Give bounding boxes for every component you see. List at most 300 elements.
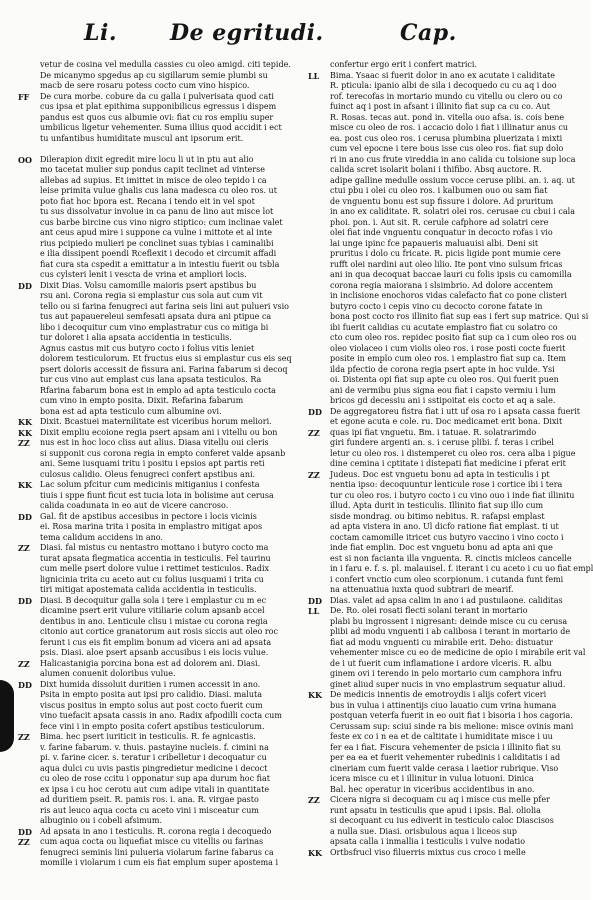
text-line	[18, 806, 273, 817]
text-line	[18, 596, 273, 607]
line-text: plabi bu ingrossent i nigresant: deinde misce cu cu cerusa	[330, 616, 568, 626]
marginal-sigla: DD	[18, 595, 32, 606]
text-line	[308, 638, 563, 649]
line-text: vehementer misce cu eo de medicine de opio i mirabile erit val	[330, 648, 586, 657]
line-text: cum melle psert dolore vulue i rettimet testiculos. Radix	[40, 564, 270, 573]
text-line	[308, 501, 563, 512]
text-line	[308, 92, 563, 103]
text-line	[18, 480, 273, 491]
right-text-column	[308, 60, 593, 880]
marginal-sigla: ZZ	[308, 469, 320, 480]
text-line	[18, 417, 273, 428]
line-text: Bima. hec psert iuriticit in testiculis. R. fe agnicastis.	[40, 732, 256, 741]
marginal-sigla: OO	[18, 154, 32, 165]
marginal-sigla: DD	[18, 280, 32, 291]
line-text: in inclisione enochoros vidas calefacto fiat co pone clisteri	[330, 291, 567, 300]
line-text: fiat ad modu vnguenti cu mirabile erit. Deho: distuatur	[330, 637, 553, 647]
text-line	[18, 291, 273, 302]
line-text: bricos gd decessiu ani i sstipoitat eis cocto et aq a sale.	[330, 396, 556, 405]
line-text: per ea ea et fuerit vehementer rubedinis i caliditatis i ad	[330, 753, 561, 762]
text-line	[18, 438, 273, 449]
line-text: quas ipi fiat vnguetu. Bm. i tatuae. R. solatrarimdo	[330, 427, 537, 437]
text-line	[18, 648, 273, 659]
text-line	[308, 616, 568, 628]
text-line	[308, 711, 573, 722]
text-line	[18, 207, 273, 218]
text-line	[308, 743, 563, 754]
line-text: illud. Apta durit in testiculis. Illinito fiat sup illo cum	[330, 501, 544, 510]
line-text: ea. post cus oleo ros. i cerusa plumbina pluerizata i mixti	[330, 133, 563, 143]
line-text: calida coadunata in eo aut de vicere cancroso.	[40, 501, 229, 510]
line-text: ris aut leuco aqua cocta cu aceto vini i misceatur cum	[40, 805, 260, 815]
text-line	[308, 123, 569, 134]
line-text: turat apsata flegmatica accentia in testiculis. Fel taurinu	[40, 553, 271, 563]
text-line	[18, 186, 277, 197]
text-line	[308, 774, 563, 785]
line-text: lignicinia trita cu aceto aut cu folius iusquami i trita cu	[40, 574, 264, 584]
text-line	[18, 407, 273, 418]
line-text: runt apsatu in testiculis que apud i ipsis. Bal. oliolia	[330, 805, 541, 815]
line-text: rof. terecofas in mortario mundo cu vitellu ou clero ou co	[330, 91, 563, 101]
line-text: rsu ani. Corona regia si emplastur cus sola aut cum vit	[40, 291, 263, 300]
line-text: vino tuefacit apsata cassis in ano. Radix afpodilli cocta cum	[40, 711, 282, 720]
text-line	[308, 659, 563, 670]
text-line	[18, 396, 273, 407]
text-line	[308, 585, 563, 596]
marginal-sigla: KK	[18, 417, 32, 427]
line-text: phoi. pon. i. Aut sit. R. cerule cafphore ad solatri cere	[330, 217, 549, 227]
text-line	[18, 197, 273, 208]
line-text: cu oleo de rose ccitu i opponatur sup apa durum hoc fiat	[40, 774, 270, 783]
text-line	[308, 113, 563, 124]
text-line	[18, 92, 273, 103]
folio-number: Li.	[84, 20, 117, 46]
line-text: in i faru e. f. s. pl. malauisel. f. iterant i cu aceto i cu uo fiat empl	[330, 564, 593, 573]
text-line	[308, 270, 572, 281]
line-text: vetur de cosina vel medulla cassies cu oleo amigd. citi tepide.	[40, 60, 291, 69]
line-text: cus ipsa et plat epithima supponibilicus egressus i dispem	[40, 102, 277, 111]
text-line	[308, 81, 563, 92]
line-text: tema calidum accidens in ano.	[40, 532, 163, 542]
text-line	[18, 764, 273, 775]
line-text: v. farine fabarum. v. thuis. pastayine nucleis. f. cimini na	[40, 742, 269, 752]
line-text: ibi fuerit calidias cu acutate emplastro fiat cu solatro co	[330, 322, 558, 332]
text-line	[308, 71, 563, 82]
text-line	[18, 113, 273, 124]
text-line	[18, 564, 273, 575]
text-line	[308, 512, 563, 523]
text-line	[308, 448, 576, 460]
text-line	[308, 281, 563, 292]
text-line	[308, 239, 563, 250]
text-line	[308, 627, 571, 638]
text-line	[308, 260, 563, 271]
line-text: albuginio ou i cobeli afsimum.	[40, 816, 163, 825]
text-line	[18, 259, 280, 271]
text-line	[308, 438, 563, 449]
text-line	[18, 281, 273, 292]
marginal-sigla: LL	[308, 70, 320, 81]
line-text: R. Rosas. tecas aut. pond in. vitella ouo afsa. is. cois bene	[330, 112, 565, 122]
text-line	[18, 575, 273, 586]
line-text: pi. v. farine cicer. s. teratur i cribelletur i decoquatur cu	[40, 753, 267, 762]
text-line	[18, 385, 276, 397]
line-text: leise primita vulue ghalis cus lana madesca cu oleo ros. ut	[40, 186, 277, 195]
line-text: e ilia dissipent poendi Rceflexit i decodo et circumit affadi	[40, 249, 277, 258]
line-text: nus est in hoc loco cliss aut alius. Diasa vitellu oui cleris	[40, 438, 269, 447]
line-text: fenugreci seminis lini pulueria violarum farine fabarus ca	[40, 847, 274, 857]
line-text: giri fundere argenti an. s. i ceruse plibi. f. teras i cribel	[330, 438, 554, 447]
line-text: Dixit. Bcastuei maternilitate est viceribus horum meliori.	[40, 417, 272, 426]
line-text: cum aqua cocta ou liquefiat misce cu vitellis ou farinas	[40, 837, 264, 846]
text-line	[18, 690, 273, 701]
line-text: dentibus in ano. Lenticule clisu i mistae cu corona regia	[40, 616, 268, 626]
line-text: est si non facianta illa vnguenta. R. cinctis micleos cancelle	[330, 553, 572, 563]
text-line	[18, 102, 277, 113]
text-line	[308, 490, 575, 502]
line-text: tello ou si farina fenugreci aut farina seis lini aut pulueri vsio	[40, 301, 289, 311]
text-line	[308, 175, 575, 187]
text-line	[308, 312, 589, 323]
marginal-sigla: ZZ	[308, 427, 320, 438]
line-text: psert doloris accessit de fissura ani. Farina fabarum si decoq	[40, 364, 288, 374]
text-line	[308, 428, 563, 439]
line-text: aqua dulci cu uvis pastis pingredietur medicine i decoct	[40, 763, 268, 773]
line-text: et egone acuta e cole. ru. Doc medicamet erit bona. Dixit	[330, 417, 563, 426]
line-text: ant ceus apud mire i suppone ca vulne i mittote et al inte	[40, 228, 272, 237]
text-line	[18, 427, 278, 439]
line-text: pruritus i dolo cu fricate. R. picis ligide pont mumie cere	[330, 249, 561, 258]
line-text: coctam camomille itricet cus butyro vaccino i vino cocto i	[330, 532, 564, 542]
line-text: fer ea i fiat. Fiscura vehementer de psicia i illinito fiat su	[330, 742, 561, 752]
text-line	[308, 721, 574, 733]
text-line	[308, 764, 563, 775]
text-line	[308, 837, 563, 848]
text-line	[18, 134, 273, 145]
line-text: ginem ovi i terendo in pelo mortario cum camphora infru	[330, 669, 562, 678]
text-line	[308, 690, 563, 701]
line-text: inde fiat emplin. Doc est vnguetu bonu ad apta ani que	[330, 543, 553, 552]
line-text: allebas ad supius. Et imittet in misce de oleo tepido i ca	[40, 175, 267, 185]
text-line	[18, 606, 273, 617]
line-text: sisde mondrag. ou bitimo nebitus. R. rafapsi emplast	[330, 511, 545, 521]
text-line	[18, 354, 292, 365]
line-text: De aggregatoreu fistra fiat i utt uf osa ro i apsata cassa fuerit	[330, 406, 581, 416]
text-line	[18, 701, 273, 712]
line-text: tus aut papauereleui semfesati apsata dura ani ptipue ca	[40, 312, 272, 321]
line-text: rius pcipiedo mulieri pe conclinet suas tybias i caminalibi	[40, 238, 274, 248]
text-line	[18, 155, 273, 166]
line-text: Judeus. Doc est vnguetu bonu ad apta in testiculis i pt	[330, 469, 550, 479]
line-text: ri in ano cus frute vireddia in ano calida cu tolsione sup loca	[330, 154, 576, 164]
text-line	[308, 406, 581, 418]
text-line	[18, 333, 273, 344]
line-text: bona est ad apta testiculo cum albumine ovi.	[40, 406, 222, 416]
line-text: ani de vermibu pius signa eou fiat i capsto vermiu i lum	[330, 385, 556, 395]
line-text: confertur ergo erit i confert matrici.	[330, 60, 477, 69]
line-text: na attenuatiua iuxta quod subtrari de mearif.	[330, 585, 514, 594]
line-text: Bima. Ysaac si fuerit dolor in ano ex acutate i caliditate	[330, 70, 555, 80]
text-line	[18, 848, 273, 859]
text-line	[308, 144, 563, 155]
text-line	[18, 522, 273, 533]
line-text: ex ipsa i cu hoc cerotu aut cum adipe vitali in quantitate	[40, 784, 270, 794]
text-line	[18, 743, 273, 754]
text-line	[308, 679, 566, 691]
text-line	[18, 165, 273, 176]
text-line	[18, 753, 273, 764]
line-text: Rfarina fabarum bona est in emplo ad apta testiculo cocta	[40, 385, 276, 395]
line-text: ani in qua decoquat baccae lauri cu folis ipsis cu camomilla	[330, 270, 572, 279]
line-text: cum vel epocne i tere bous isse cus oleo ros. fiat sup dolo	[330, 144, 564, 153]
line-text: Diasi. fal mistus cu nentastro mottano i butyro cocto ma	[40, 543, 269, 552]
marginal-sigla: ZZ	[18, 732, 30, 742]
line-text: feste ex co i n ea et de caltitate i humiditate misce i uu	[330, 732, 553, 741]
line-text: Dixit empliu ecoione regia psert apsam ani i vitellu ou bon	[40, 427, 278, 437]
text-line	[308, 648, 586, 659]
text-line	[308, 553, 572, 565]
line-text: pandus est quos cus albumie ovi: fiat cu ros empliu super	[40, 112, 274, 122]
marginal-sigla: DD	[18, 679, 32, 690]
text-line	[18, 543, 273, 554]
line-text: libo i decoquitur cum vino emplastratur cus co mitiga bi	[40, 322, 269, 332]
line-text: icera misce cu et i illinitur in vulua lotuoni. Dinica	[330, 774, 534, 783]
text-line	[18, 627, 278, 638]
text-line	[18, 228, 273, 239]
text-line	[18, 669, 273, 680]
line-text: macb de sere rosaru potess cocto cum vino hispico.	[40, 81, 250, 90]
marginal-sigla: DD	[18, 826, 32, 837]
text-line	[308, 806, 563, 817]
line-text: Cerussam sup: sciui sinde ra bis melione: misce ovinis mani	[330, 721, 574, 731]
text-line	[308, 606, 563, 617]
text-line	[18, 364, 288, 376]
text-line	[308, 302, 563, 313]
line-text: tiri mitigat apostemata calida accidentia in testiculis.	[40, 585, 257, 594]
line-text: si decoquant cu ius ediverit in testiculo caloc Diascisos	[330, 816, 554, 825]
line-text: de vnguentu bonu est sup fissure i dolore. Ad pruritum	[330, 196, 554, 206]
text-line	[308, 186, 563, 197]
text-line	[18, 512, 273, 523]
line-text: cus cylsteri lenit i vescta de vrina et ampliori locis.	[40, 270, 247, 279]
line-text: a nulla sue. Diasi. orisbulous aqua i liceos sup	[330, 826, 518, 836]
text-line	[18, 554, 273, 565]
text-line	[18, 270, 273, 281]
text-line	[18, 123, 282, 134]
line-text: momille i violarum i cum eis fiat emplum super apostema i	[40, 858, 279, 867]
text-line	[308, 291, 567, 302]
running-title: De egritudi.	[170, 20, 324, 46]
line-text: umbilicus ligetur vehementer. Suma illius quod accidit i ect	[40, 123, 282, 132]
line-text: De cura morbe. cobure da cu galla i pulverisata quod cati	[40, 91, 274, 101]
line-text: posite in emplo cum oleo ros. i emplastro fiat sup ca. Item	[330, 354, 566, 363]
line-text: ferunt i cus eis fit emplim bonum ad vicera ani ad apsata	[40, 637, 272, 647]
line-text: ginet aliud super nucis in vno emplastrum sequatur aliud.	[330, 679, 566, 689]
text-line	[18, 722, 273, 733]
text-line	[308, 207, 575, 218]
line-text: lai unge ipinc fce papaueris maluauisi albi. Deni sit	[330, 238, 539, 248]
line-text: apsata calla i inmallia i testiculis i vulve nodatio	[330, 837, 526, 846]
marginal-sigla: KK	[308, 690, 322, 700]
marginal-sigla: ZZ	[308, 795, 320, 805]
text-line	[18, 71, 273, 82]
line-text: cum vino in empto posita. Dixit. Refarina fabarum	[40, 396, 244, 405]
text-line	[308, 596, 563, 607]
text-line	[18, 816, 273, 827]
text-line	[308, 396, 563, 407]
text-line	[308, 165, 563, 176]
line-text: tu sus dissolvatur involue in ca panu de lino aut misce lot	[40, 207, 274, 216]
line-text: ei. Rosa marina trita i posita in emplastro mitigat apos	[40, 522, 263, 531]
text-line	[308, 564, 593, 575]
text-line	[308, 218, 563, 229]
line-text: Gal. fit de apstibus accesibus in pectore i locis vicinis	[40, 511, 257, 521]
text-line	[18, 344, 273, 355]
line-text: fuinct aq i post in afsant i illinito fiat sup ca cu co. Aut	[330, 102, 550, 111]
text-line	[308, 249, 563, 260]
line-text: Cicera nigra si decoquam cu aq i misce cus melle pfer	[330, 795, 550, 804]
marginal-sigla: LL	[308, 606, 320, 616]
line-text: i confert vnctio cum oleo scorpionum. i cutanda funt femi	[330, 574, 564, 584]
marginal-sigla: KK	[18, 480, 32, 490]
text-line	[308, 417, 563, 428]
line-text: olei fiat inde vnguentu conquatur in decocto rofas i vio	[330, 228, 553, 237]
line-text: De micanymo spgedus ap cu sigillarum semie plumbi su	[40, 70, 268, 80]
text-line	[308, 827, 563, 838]
running-header	[0, 20, 590, 60]
text-line	[308, 795, 563, 806]
line-text: cto cum oleo ros. repidec posito fiat sup ca i cum oleo ros ou	[330, 333, 577, 342]
text-line	[18, 459, 273, 470]
line-text: Dixt humida dissoluit duritien i rumen accessit in ano.	[40, 679, 261, 689]
text-line	[18, 680, 273, 691]
text-line	[18, 617, 273, 628]
text-line	[308, 333, 577, 344]
text-line	[308, 575, 563, 586]
text-line	[18, 827, 273, 838]
line-text: de i ut fuerit cum inflamatione i ardore vlceris. R. albu	[330, 658, 552, 668]
marginal-sigla: KK	[308, 847, 322, 858]
line-text: Dilerapion dixit egredit mire locu li ut in ptu aut alio	[40, 154, 254, 164]
line-text: R. pticula: ipanio albi de sila i decoquedo cu cu aq i doo	[330, 81, 557, 90]
text-line	[308, 343, 566, 355]
line-text: ad apta vistera in ano. Ul dicfo ratione fiat emplast. ti ut	[330, 522, 559, 531]
text-line	[308, 848, 563, 859]
line-text: nentia ipso: decoquuntur lenticule rose i cortice ibi i tera	[330, 480, 563, 489]
text-line	[18, 491, 273, 502]
line-text: Dias. valet ad apsa calim in ano i ad pustulaone. caliditas	[330, 595, 563, 605]
text-line	[18, 858, 279, 869]
line-text: Diasi. B decoquitur galla sola i tere i emplastur cu m ec	[40, 595, 267, 605]
line-text: fiat cura sta cspedit a emittatur a in intestiu fuerit ou tsbla	[40, 259, 280, 269]
text-line	[308, 134, 563, 145]
text-line	[308, 365, 563, 376]
text-line	[18, 795, 273, 806]
marginal-sigla: DD	[308, 595, 322, 606]
text-line	[18, 249, 277, 260]
text-line	[18, 375, 273, 386]
line-text: citonio aut cortice granatorum aut rosis siccis aut oleo roc	[40, 627, 278, 636]
line-text: ani. Seme iusquami tritu i positu i epsios apt partis reti	[40, 459, 265, 468]
text-line	[308, 154, 576, 166]
line-text: De medicis innentis de emotroydis i alijs cofert viceri	[330, 690, 547, 699]
marginal-sigla: DD	[308, 406, 322, 417]
text-line	[308, 470, 563, 481]
line-text: mo tacetat mulier sup pondus capit teclinet ad vinterse	[40, 165, 265, 174]
marginal-sigla: DD	[18, 511, 32, 522]
line-text: corona regia maiorana i slsimbrio. Ad dolore accentem	[330, 280, 554, 290]
text-line	[18, 301, 289, 313]
text-line	[18, 323, 273, 334]
text-line	[308, 533, 563, 544]
text-line	[18, 837, 273, 848]
text-line	[18, 774, 273, 785]
line-text: tur cus vino aut emplast cus lana apsata testiculos. Ra	[40, 375, 262, 384]
text-line	[18, 217, 283, 229]
line-text: Ad apsata in ano i testiculis. R. corona regia i decoquedo	[40, 826, 272, 836]
line-text: De. Ro. olei rosati flecti solani terant in mortario	[330, 606, 528, 615]
line-text: tur cu oleo ros. i butyro cocto i cu vino ouo i inde fiat illinitu	[330, 490, 575, 500]
text-line	[18, 312, 273, 323]
text-line	[308, 543, 563, 554]
line-text: plibi ad modu vnguenti i ab calibosa i terant in mortario de	[330, 627, 571, 636]
line-text: tiuis i sppe fiunt ficut est tucia lota in bolisime aut cerusa	[40, 490, 274, 500]
text-line	[308, 480, 563, 491]
text-line	[308, 701, 563, 712]
line-text: oi. Distenta opi fiat sup apte cu oleo ros. Qui fuerit puen	[330, 375, 559, 384]
text-line	[18, 638, 273, 649]
text-line	[308, 386, 563, 397]
line-text: cineriam cum fuerit valde cerasa i laetior rubrique. Viso	[330, 763, 559, 773]
text-line	[308, 323, 563, 334]
text-line	[308, 354, 566, 365]
text-line	[308, 60, 563, 71]
line-text: tu unfantibus humiditate muscul ant ipsorum erit.	[40, 133, 244, 143]
text-line	[18, 239, 273, 250]
text-line	[308, 785, 563, 796]
line-text: bona post cocto ros illinito fiat sup eas i fert sup matrice. Qui si	[330, 312, 589, 321]
binding-shadow	[0, 680, 14, 752]
chapter-heading: Cap.	[400, 20, 457, 46]
line-text: ctui pbu i olei cu oleo ros. i kalbumen ouo ou sam fiat	[330, 186, 548, 195]
text-line	[308, 459, 566, 470]
marginal-sigla: ZZ	[18, 543, 30, 553]
text-line	[308, 753, 563, 764]
line-text: Halicastanigia porcina bona est ad dolorem ani. Diasi.	[40, 658, 261, 668]
text-line	[18, 732, 273, 743]
marginal-sigla: ZZ	[18, 438, 30, 448]
text-line	[308, 732, 563, 743]
left-text-column	[18, 60, 292, 880]
line-text: alumen conuenit doloribus vulue.	[40, 669, 176, 678]
text-line	[18, 585, 273, 596]
line-text: misce cu oleo de ros. i accacio dolo i fiat i illinatur anus cu	[330, 123, 569, 132]
line-text: fece vini i in empto posita cofert apstibus testiculorum.	[40, 721, 265, 731]
line-text: ad duritiem pseit. R. pamis ros. i. ana. R. virgae pasto	[40, 795, 259, 804]
line-text: letur cu oleo ros. i distemperet cu oleo ros. cera alba i pigue	[330, 448, 576, 458]
marginal-sigla: ZZ	[18, 658, 30, 669]
text-line	[18, 533, 273, 544]
text-line	[308, 197, 563, 208]
marginal-sigla: KK	[18, 427, 32, 438]
text-line	[308, 228, 563, 239]
text-line	[18, 81, 273, 92]
line-text: oleo violaceo i cum violis oleo ros. i rose posti cocte fuerit	[330, 343, 566, 353]
line-text: psis. Diasi. aloe psert apsanb accusibus i eis locis vulue.	[40, 648, 269, 657]
text-line	[308, 669, 563, 680]
text-line	[18, 60, 291, 71]
line-text: culosus calidio. Oleus fenugreci confert apstibus ani.	[40, 469, 256, 479]
